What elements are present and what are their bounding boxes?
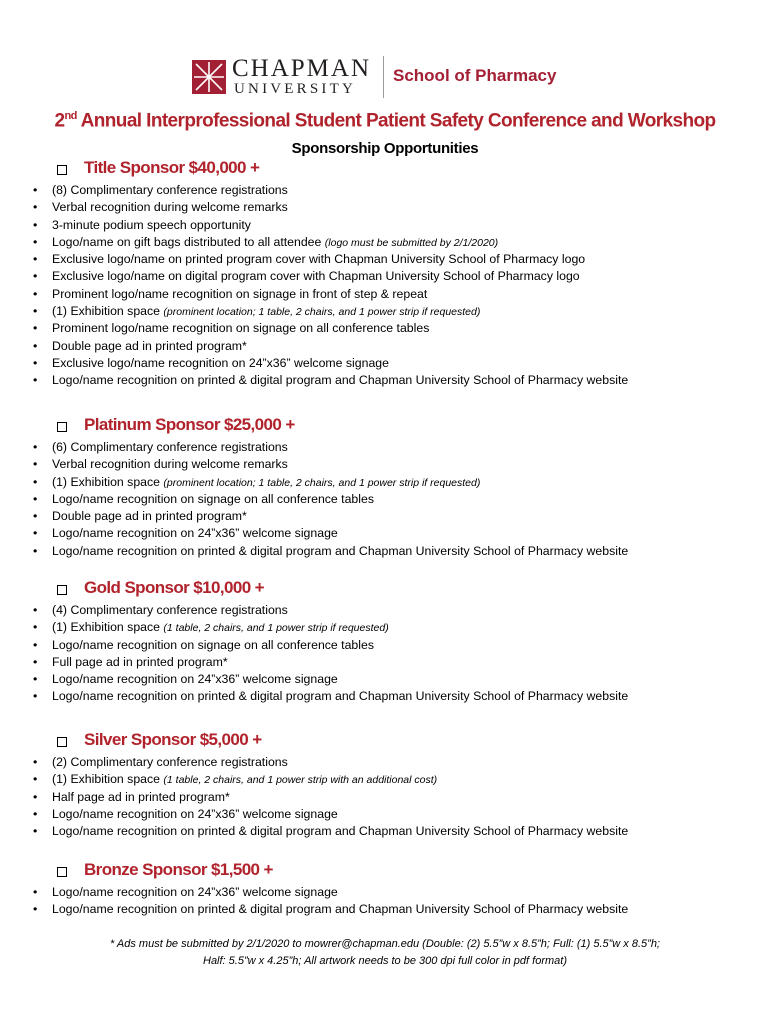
chapman-logo-mark-icon xyxy=(192,60,226,94)
benefit-item xyxy=(0,182,770,199)
bullet-icon: • xyxy=(33,252,38,267)
title-ordinal: 2 xyxy=(54,110,65,132)
benefit-note: (1 table, 2 chairs, and 1 power strip if requested) xyxy=(163,622,389,635)
tier-heading xyxy=(0,158,770,182)
tier-heading xyxy=(0,730,770,754)
benefit-list xyxy=(0,884,770,919)
sponsor-tier xyxy=(0,578,770,706)
bullet-icon: • xyxy=(33,543,38,558)
benefit-text: Logo/name recognition on printed & digital program and Chapman University School of Pharmacy website xyxy=(52,824,629,839)
benefit-item xyxy=(0,217,770,234)
benefit-item xyxy=(0,372,770,389)
benefit-item xyxy=(0,199,770,216)
sponsor-tier xyxy=(0,158,770,390)
bullet-icon: • xyxy=(33,440,38,454)
bullet-icon: • xyxy=(33,491,38,506)
benefit-list xyxy=(0,754,770,840)
bullet-icon: • xyxy=(33,672,38,687)
bullet-icon: • xyxy=(33,355,38,370)
tier-checkbox[interactable] xyxy=(57,165,67,175)
benefit-item xyxy=(0,823,770,840)
tier-checkbox[interactable] xyxy=(57,585,67,595)
benefit-text: Logo/name recognition on printed & digital program and Chapman University School of Pharmacy website xyxy=(52,902,629,917)
benefit-item xyxy=(0,619,770,636)
benefit-item xyxy=(0,286,770,303)
bullet-icon: • xyxy=(33,269,38,284)
tier-name: Gold Sponsor $10,000 + xyxy=(84,578,265,597)
benefit-list xyxy=(0,182,770,390)
logo-wordmark-university: UNIVERSITY xyxy=(234,81,356,97)
footnote-line-1: * Ads must be submitted by 2/1/2020 to mowrer@chapman.edu (Double: (2) 5.5”w x 8.5”h; Full: (1) 5.5”w x 8.5”h; xyxy=(109,938,660,950)
tier-checkbox[interactable] xyxy=(57,422,67,432)
bullet-icon: • xyxy=(33,806,38,821)
benefit-list xyxy=(0,602,770,706)
bullet-icon: • xyxy=(33,755,38,769)
sponsor-tier xyxy=(0,415,770,560)
bullet-icon: • xyxy=(33,620,38,635)
benefit-text: (6) Complimentary conference registrations xyxy=(52,440,288,454)
document-subtitle: Sponsorship Opportunities xyxy=(291,140,479,157)
tier-checkbox[interactable] xyxy=(57,737,67,747)
bullet-icon: • xyxy=(33,183,38,197)
benefit-text: Exclusive logo/name recognition on 24”x36” welcome signage xyxy=(52,355,389,370)
benefit-text: Half page ad in printed program* xyxy=(52,789,230,804)
benefit-note: (prominent location; 1 table, 2 chairs, and 1 power strip if requested) xyxy=(163,306,481,319)
benefit-item xyxy=(0,234,770,251)
logo-wordmark-chapman: CHAPMAN xyxy=(232,55,372,82)
benefit-item xyxy=(0,637,770,654)
bullet-icon: • xyxy=(33,338,38,353)
benefit-text: Logo/name recognition on printed & digital program and Chapman University School of Pharmacy website xyxy=(52,689,629,704)
tier-name: Bronze Sponsor $1,500 + xyxy=(84,860,273,879)
bullet-icon: • xyxy=(33,321,38,336)
benefit-text: Verbal recognition during welcome remarks xyxy=(52,200,288,215)
benefit-text: Exclusive logo/name on digital program cover with Chapman University School of Pharmacy logo xyxy=(52,269,580,284)
benefit-item xyxy=(0,884,770,901)
benefit-item xyxy=(0,602,770,619)
benefit-item xyxy=(0,688,770,705)
benefit-text: Logo/name recognition on signage on all conference tables xyxy=(52,637,374,652)
benefit-item xyxy=(0,525,770,542)
benefit-item xyxy=(0,320,770,337)
benefit-text: (1) Exhibition space xyxy=(52,304,164,319)
tier-heading xyxy=(0,415,770,439)
benefit-item xyxy=(0,474,770,491)
benefit-item xyxy=(0,456,770,473)
benefit-item xyxy=(0,355,770,372)
tier-name: Silver Sponsor $5,000 + xyxy=(84,730,262,749)
benefit-text: Exclusive logo/name on printed program cover with Chapman University School of Pharmacy logo xyxy=(52,252,586,267)
benefit-text: Full page ad in printed program* xyxy=(52,654,228,669)
bullet-icon: • xyxy=(33,824,38,839)
benefit-list xyxy=(0,439,770,560)
benefit-item xyxy=(0,671,770,688)
logo-divider xyxy=(383,56,384,98)
benefit-text: (1) Exhibition space xyxy=(52,474,164,489)
title-text: Annual Interprofessional Student Patient Safety Conference and Workshop xyxy=(76,110,716,132)
benefit-item xyxy=(0,806,770,823)
benefit-text: (1) Exhibition space xyxy=(52,772,164,787)
benefit-item xyxy=(0,789,770,806)
benefit-text: 3-minute podium speech opportunity xyxy=(52,217,251,232)
tier-name: Title Sponsor $40,000 + xyxy=(84,158,260,177)
benefit-item xyxy=(0,491,770,508)
bullet-icon: • xyxy=(33,772,38,787)
benefit-text: Logo/name recognition on signage on all conference tables xyxy=(52,491,374,506)
footnote-line-2: Half: 5.5”w x 4.25”h; All artwork needs to be 300 dpi full color in pdf format) xyxy=(203,955,567,967)
benefit-item xyxy=(0,901,770,918)
benefit-text: Logo/name on gift bags distributed to all attendee xyxy=(52,234,325,249)
bullet-icon: • xyxy=(33,603,38,617)
title-ordinal-suffix: nd xyxy=(64,110,77,122)
benefit-text: Prominent logo/name recognition on signage on all conference tables xyxy=(52,321,430,336)
benefit-text: Logo/name recognition on printed & digital program and Chapman University School of Pharmacy website xyxy=(52,543,629,558)
benefit-item xyxy=(0,654,770,671)
benefit-item xyxy=(0,543,770,560)
benefit-item xyxy=(0,338,770,355)
bullet-icon: • xyxy=(33,637,38,652)
benefit-text: Logo/name recognition on printed & digital program and Chapman University School of Pharmacy website xyxy=(52,373,629,388)
benefit-item xyxy=(0,303,770,320)
benefit-item xyxy=(0,754,770,771)
tier-heading xyxy=(0,578,770,602)
footnote xyxy=(0,936,770,970)
benefit-text: Logo/name recognition on 24”x36” welcome signage xyxy=(52,885,338,899)
benefit-item xyxy=(0,771,770,788)
bullet-icon: • xyxy=(33,902,38,917)
benefit-text: (8) Complimentary conference registrations xyxy=(52,183,288,197)
benefit-item xyxy=(0,251,770,268)
benefit-text: (1) Exhibition space xyxy=(52,620,164,635)
tier-name: Platinum Sponsor $25,000 + xyxy=(84,415,295,434)
tier-checkbox[interactable] xyxy=(57,867,67,877)
benefit-text: Prominent logo/name recognition on signage in front of step & repeat xyxy=(52,286,428,301)
bullet-icon: • xyxy=(33,200,38,215)
benefit-text: (2) Complimentary conference registrations xyxy=(52,755,288,769)
benefit-text: Double page ad in printed program* xyxy=(52,338,247,353)
bullet-icon: • xyxy=(33,789,38,804)
bullet-icon: • xyxy=(33,286,38,301)
bullet-icon: • xyxy=(33,526,38,541)
benefit-text: Verbal recognition during welcome remarks xyxy=(52,457,288,472)
bullet-icon: • xyxy=(33,885,38,899)
school-name: School of Pharmacy xyxy=(393,66,557,85)
benefit-item xyxy=(0,268,770,285)
sponsor-tier xyxy=(0,730,770,840)
benefit-note: (prominent location; 1 table, 2 chairs, and 1 power strip if requested) xyxy=(163,476,481,489)
bullet-icon: • xyxy=(33,373,38,388)
bullet-icon: • xyxy=(33,654,38,669)
benefit-text: Logo/name recognition on 24”x36” welcome signage xyxy=(52,526,338,541)
letterhead xyxy=(0,52,770,104)
bullet-icon: • xyxy=(33,457,38,472)
benefit-item xyxy=(0,439,770,456)
bullet-icon: • xyxy=(33,234,38,249)
bullet-icon: • xyxy=(33,509,38,524)
benefit-note: (1 table, 2 chairs, and 1 power strip with an additional cost) xyxy=(163,774,438,787)
tier-heading xyxy=(0,860,770,884)
benefit-text: Logo/name recognition on 24”x36” welcome signage xyxy=(52,672,338,687)
sponsor-tier xyxy=(0,860,770,919)
benefit-text: Logo/name recognition on 24”x36” welcome signage xyxy=(52,806,338,821)
benefit-note: (logo must be submitted by 2/1/2020) xyxy=(324,236,499,249)
bullet-icon: • xyxy=(33,217,38,232)
document-title xyxy=(0,110,770,132)
benefit-text: Double page ad in printed program* xyxy=(52,509,247,524)
benefit-item xyxy=(0,508,770,525)
bullet-icon: • xyxy=(33,689,38,704)
bullet-icon: • xyxy=(33,304,38,319)
benefit-text: (4) Complimentary conference registrations xyxy=(52,603,288,617)
bullet-icon: • xyxy=(33,474,38,489)
